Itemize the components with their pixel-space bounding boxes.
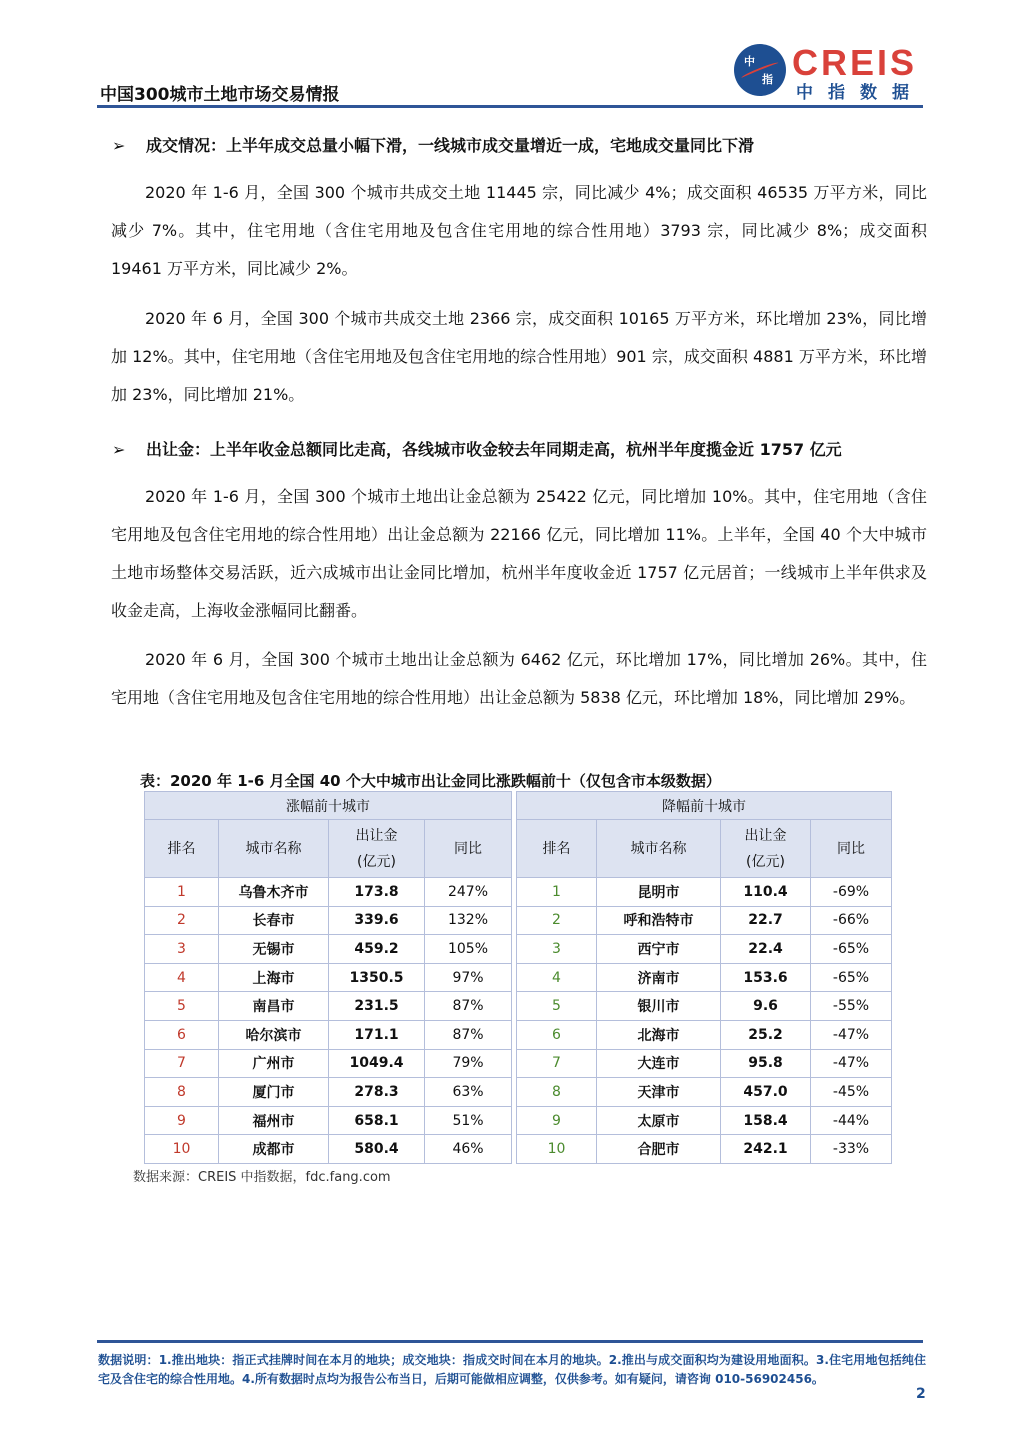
col-header-yoy: 同比: [425, 820, 512, 878]
col-header-rank: 排名: [145, 820, 219, 878]
yoy-cell: 51%: [425, 1106, 512, 1135]
yoy-cell: -69%: [811, 878, 892, 907]
logo-mark-char-1: 中: [744, 55, 755, 68]
fall-table: [516, 791, 892, 1163]
city-cell: 南昌市: [219, 992, 329, 1021]
rank-cell: 3: [145, 935, 219, 964]
table-row: [517, 963, 892, 992]
footer-divider: [97, 1340, 923, 1343]
paragraph: 2020 年 1-6 月，全国 300 个城市土地出让金总额为 25422 亿元，同比增加 10%。其中，住宅用地（含住宅用地及包含住宅用地的综合性用地）出让金总额为 22166 亿元，同比增加 11%。上半年，全国 40 个大中城市土地市场整体交易活跃，近六成城市出让金同比增加，杭州半年度收金近 1757 亿元居首；一线城市上半年供求及收金走高，上海收金涨幅同比翻番。: [111, 487, 927, 620]
paragraph: 2020 年 1-6 月，全国 300 个城市共成交土地 11445 宗，同比减少 4%；成交面积 46535 万平方米，同比减少 7%。其中，住宅用地（含住宅用地及包含住宅用地的综合性用地）3793 宗，同比减少 8%；成交面积 19461 万平方米，同比减少 2%。: [111, 183, 927, 278]
table-row: [145, 1078, 512, 1107]
table-row: [517, 992, 892, 1021]
ranking-table: [144, 791, 892, 1163]
col-header-amount: [329, 820, 425, 878]
amount-cell: 95.8: [721, 1049, 811, 1078]
col-header-yoy: 同比: [811, 820, 892, 878]
col-header-amount-label: 出让金: [355, 827, 398, 844]
rank-cell: 1: [517, 878, 597, 907]
rise-table: [144, 791, 512, 1163]
yoy-cell: 97%: [425, 963, 512, 992]
yoy-cell: -44%: [811, 1106, 892, 1135]
city-cell: 昆明市: [597, 878, 721, 907]
amount-cell: 9.6: [721, 992, 811, 1021]
city-cell: 哈尔滨市: [219, 1020, 329, 1049]
rank-cell: 5: [145, 992, 219, 1021]
col-header-city: 城市名称: [597, 820, 721, 878]
city-cell: 呼和浩特市: [597, 906, 721, 935]
yoy-cell: -45%: [811, 1078, 892, 1107]
table-row: [517, 1106, 892, 1135]
table-row: [145, 963, 512, 992]
logo-mark-char-2: 指: [762, 73, 773, 86]
yoy-cell: -47%: [811, 1020, 892, 1049]
city-cell: 济南市: [597, 963, 721, 992]
page-number: 2: [916, 1386, 926, 1402]
rank-cell: 7: [145, 1049, 219, 1078]
amount-cell: 1350.5: [329, 963, 425, 992]
rank-cell: 2: [145, 906, 219, 935]
amount-cell: 339.6: [329, 906, 425, 935]
table-row: [145, 1135, 512, 1164]
city-cell: 长春市: [219, 906, 329, 935]
city-cell: 乌鲁木齐市: [219, 878, 329, 907]
table-row: [145, 1106, 512, 1135]
section-heading-text: 成交情况：上半年成交总量小幅下滑，一线城市成交量增近一成，宅地成交量同比下滑: [146, 136, 755, 155]
table-row: [517, 1020, 892, 1049]
header-divider: [97, 105, 923, 108]
rise-table-title: 涨幅前十城市: [145, 792, 512, 820]
amount-cell: 158.4: [721, 1106, 811, 1135]
table-caption: 表：2020 年 1-6 月全国 40 个大中城市出让金同比涨跌幅前十（仅包含市本级数据）: [140, 772, 721, 790]
bullet-arrow-icon: ➢: [112, 136, 126, 155]
section-heading-text: 出让金：上半年收金总额同比走高，各线城市收金较去年同期走高，杭州半年度揽金近 1757 亿元: [146, 440, 842, 459]
yoy-cell: -65%: [811, 963, 892, 992]
city-cell: 福州市: [219, 1106, 329, 1135]
rank-cell: 1: [145, 878, 219, 907]
col-header-amount-label: 出让金: [744, 827, 787, 844]
section-heading-transactions: [112, 133, 754, 156]
logo-wordmark: CREIS: [792, 42, 918, 83]
yoy-cell: -65%: [811, 935, 892, 964]
table-row: [145, 906, 512, 935]
amount-cell: 153.6: [721, 963, 811, 992]
rank-cell: 9: [517, 1106, 597, 1135]
yoy-cell: 46%: [425, 1135, 512, 1164]
rank-cell: 8: [145, 1078, 219, 1107]
table-row: [517, 1135, 892, 1164]
col-header-amount-unit: (亿元): [746, 853, 785, 870]
city-cell: 厦门市: [219, 1078, 329, 1107]
city-cell: 上海市: [219, 963, 329, 992]
city-cell: 太原市: [597, 1106, 721, 1135]
rank-cell: 6: [517, 1020, 597, 1049]
amount-cell: 580.4: [329, 1135, 425, 1164]
table-row: [145, 935, 512, 964]
logo-subtitle: 中指数据: [796, 83, 924, 103]
creis-logo: [734, 44, 926, 102]
rank-cell: 4: [145, 963, 219, 992]
yoy-cell: 79%: [425, 1049, 512, 1078]
rank-cell: 10: [517, 1135, 597, 1164]
paragraph: 2020 年 6 月，全国 300 个城市土地出让金总额为 6462 亿元，环比增加 17%，同比增加 26%。其中，住宅用地（含住宅用地及包含住宅用地的综合性用地）出让金总额为 5838 亿元，环比增加 18%，同比增加 29%。: [111, 650, 927, 707]
data-source-note: 数据来源：CREIS 中指数据，fdc.fang.com: [133, 1170, 391, 1185]
city-cell: 西宁市: [597, 935, 721, 964]
amount-cell: 25.2: [721, 1020, 811, 1049]
rank-cell: 2: [517, 906, 597, 935]
city-cell: 银川市: [597, 992, 721, 1021]
col-header-city: 城市名称: [219, 820, 329, 878]
rank-cell: 6: [145, 1020, 219, 1049]
yoy-cell: -47%: [811, 1049, 892, 1078]
amount-cell: 658.1: [329, 1106, 425, 1135]
amount-cell: 242.1: [721, 1135, 811, 1164]
city-cell: 合肥市: [597, 1135, 721, 1164]
yoy-cell: 105%: [425, 935, 512, 964]
bullet-arrow-icon: ➢: [112, 440, 126, 459]
city-cell: 广州市: [219, 1049, 329, 1078]
rank-cell: 7: [517, 1049, 597, 1078]
paragraph: 2020 年 6 月，全国 300 个城市共成交土地 2366 宗，成交面积 10165 万平方米，环比增加 23%，同比增加 12%。其中，住宅用地（含住宅用地及包含住宅用地的综合性用地）901 宗，成交面积 4881 万平方米，环比增加 23%，同比增加 21%。: [111, 309, 927, 404]
rank-cell: 9: [145, 1106, 219, 1135]
rank-cell: 5: [517, 992, 597, 1021]
amount-cell: 278.3: [329, 1078, 425, 1107]
table-row: [517, 935, 892, 964]
table-row: [145, 992, 512, 1021]
amount-cell: 22.7: [721, 906, 811, 935]
rank-cell: 8: [517, 1078, 597, 1107]
yoy-cell: -55%: [811, 992, 892, 1021]
col-header-rank: 排名: [517, 820, 597, 878]
table-row: [145, 878, 512, 907]
amount-cell: 22.4: [721, 935, 811, 964]
footer-data-note: 数据说明：1.推出地块：指正式挂牌时间在本月的地块；成交地块：指成交时间在本月的地块。2.推出与成交面积均为建设用地面积。3.住宅用地包括纯住宅及含住宅的综合性用地。4.所有数据时点均为报告公布当日，后期可能做相应调整，仅供参考。如有疑问，请咨询 010-56902456。: [98, 1353, 926, 1386]
fall-table-title: 降幅前十城市: [517, 792, 892, 820]
rank-cell: 3: [517, 935, 597, 964]
amount-cell: 110.4: [721, 878, 811, 907]
amount-cell: 173.8: [329, 878, 425, 907]
logo-mark-icon: [734, 44, 786, 96]
col-header-amount: [721, 820, 811, 878]
city-cell: 天津市: [597, 1078, 721, 1107]
yoy-cell: 87%: [425, 992, 512, 1021]
table-row: [145, 1020, 512, 1049]
amount-cell: 457.0: [721, 1078, 811, 1107]
rank-cell: 10: [145, 1135, 219, 1164]
section-heading-land-revenue: [112, 437, 842, 460]
amount-cell: 171.1: [329, 1020, 425, 1049]
table-row: [517, 1078, 892, 1107]
table-row: [517, 878, 892, 907]
amount-cell: 459.2: [329, 935, 425, 964]
yoy-cell: -66%: [811, 906, 892, 935]
city-cell: 无锡市: [219, 935, 329, 964]
city-cell: 大连市: [597, 1049, 721, 1078]
yoy-cell: 247%: [425, 878, 512, 907]
amount-cell: 1049.4: [329, 1049, 425, 1078]
amount-cell: 231.5: [329, 992, 425, 1021]
table-row: [517, 906, 892, 935]
table-row: [517, 1049, 892, 1078]
page-header-title: 中国300城市土地市场交易情报: [100, 85, 340, 105]
city-cell: 成都市: [219, 1135, 329, 1164]
city-cell: 北海市: [597, 1020, 721, 1049]
yoy-cell: 63%: [425, 1078, 512, 1107]
rank-cell: 4: [517, 963, 597, 992]
yoy-cell: -33%: [811, 1135, 892, 1164]
yoy-cell: 87%: [425, 1020, 512, 1049]
col-header-amount-unit: (亿元): [357, 853, 396, 870]
table-row: [145, 1049, 512, 1078]
yoy-cell: 132%: [425, 906, 512, 935]
